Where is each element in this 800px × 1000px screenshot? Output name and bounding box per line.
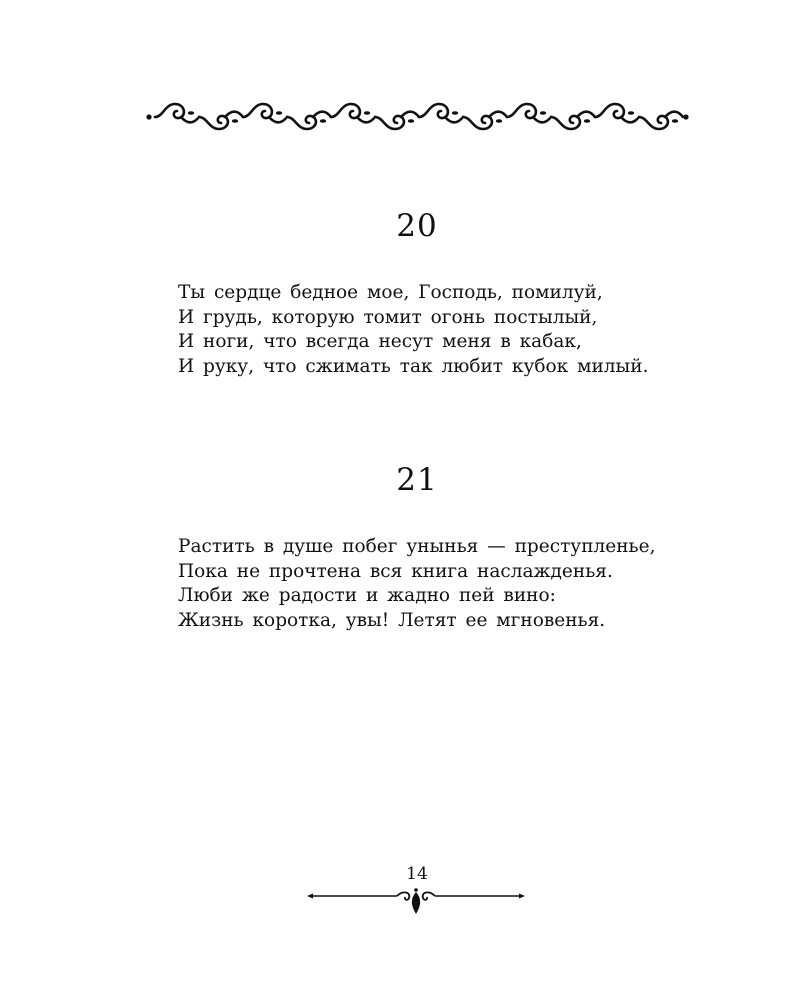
poem-line: И грудь, которую томит огонь постылый, [178, 306, 598, 328]
poem-number: 21 [396, 462, 438, 498]
poem-line: Жизнь коротка, увы! Летят ее мгновенья. [178, 609, 606, 631]
poem-line: И ноги, что всегда несут меня в кабак, [178, 331, 582, 352]
poem-line: И руку, что сжимать так любит кубок милый. [178, 355, 649, 377]
poem-line: Пока не прочтена вся книга наслажденья. [178, 560, 613, 582]
poem-line: Люби же радости и жадно пей вино: [178, 585, 556, 606]
fleuron-rule-icon [305, 886, 527, 918]
scroll-vine-border-icon [145, 96, 690, 136]
poem-stanza [178, 281, 648, 379]
poem-number: 20 [396, 208, 438, 244]
page-number: 14 [406, 864, 428, 884]
poem-stanza [178, 535, 655, 633]
poem-line: Ты сердце бедное мое, Господь, помилуй, [178, 282, 603, 303]
poem-line: Растить в душе побег унынья — преступленье, [178, 536, 656, 557]
